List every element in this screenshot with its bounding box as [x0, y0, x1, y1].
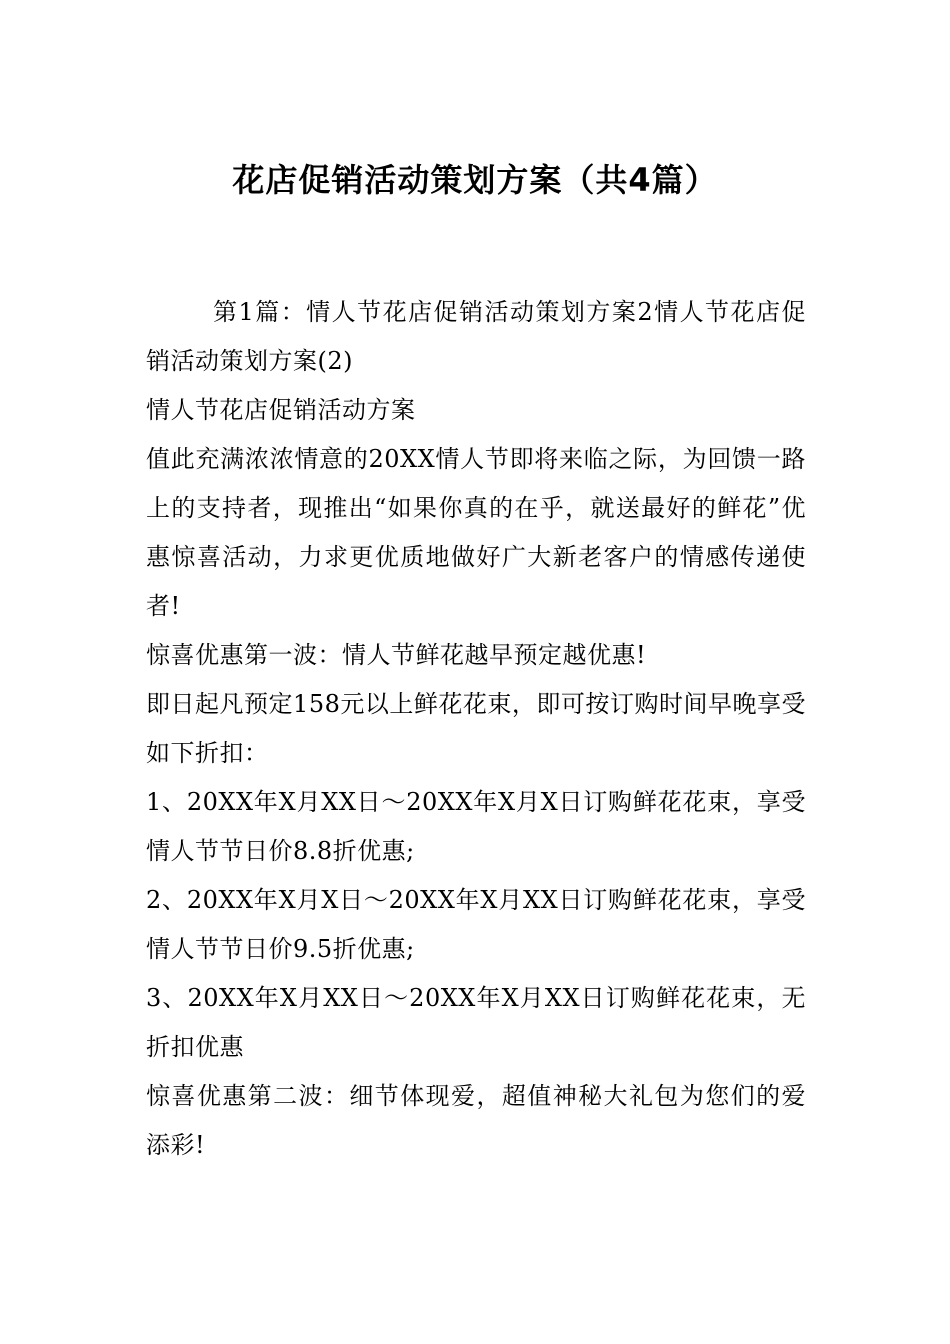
paragraph-offer-two: 惊喜优惠第二波：细节体现爱，超值神秘大礼包为您们的爱添彩! [146, 1082, 806, 1159]
paragraph-offer-one: 惊喜优惠第一波：情人节鲜花越早预定越优惠! [146, 641, 647, 669]
paragraph-discount-3: 3、20XX年X月XX日～20XX年X月XX日订购鲜花花束，无折扣优惠 [146, 984, 806, 1061]
paragraph-plan-title: 情人节花店促销活动方案 [146, 396, 416, 424]
paragraph-offer-one-detail: 即日起凡预定158元以上鲜花花束，即可按订购时间早晚享受如下折扣： [146, 690, 806, 767]
document-body [146, 288, 806, 1170]
paragraph-discount-1: 1、20XX年X月XX日～20XX年X月X日订购鲜花花束，享受情人节节日价8.8折优惠; [146, 788, 806, 865]
paragraph-intro: 值此充满浓浓情意的20XX情人节即将来临之际，为回馈一路上的支持者，现推出“如果你真的在乎，就送最好的鲜花”优惠惊喜活动，力求更优质地做好广大新老客户的情感传递使者! [146, 445, 806, 620]
paragraph-section-heading: 第1篇：情人节花店促销活动策划方案2情人节花店促销活动策划方案(2) [146, 298, 806, 375]
paragraph-discount-2: 2、20XX年X月X日～20XX年X月XX日订购鲜花花束，享受情人节节日价9.5折优惠; [146, 886, 806, 963]
document-title: 花店促销活动策划方案（共4篇） [232, 161, 718, 199]
